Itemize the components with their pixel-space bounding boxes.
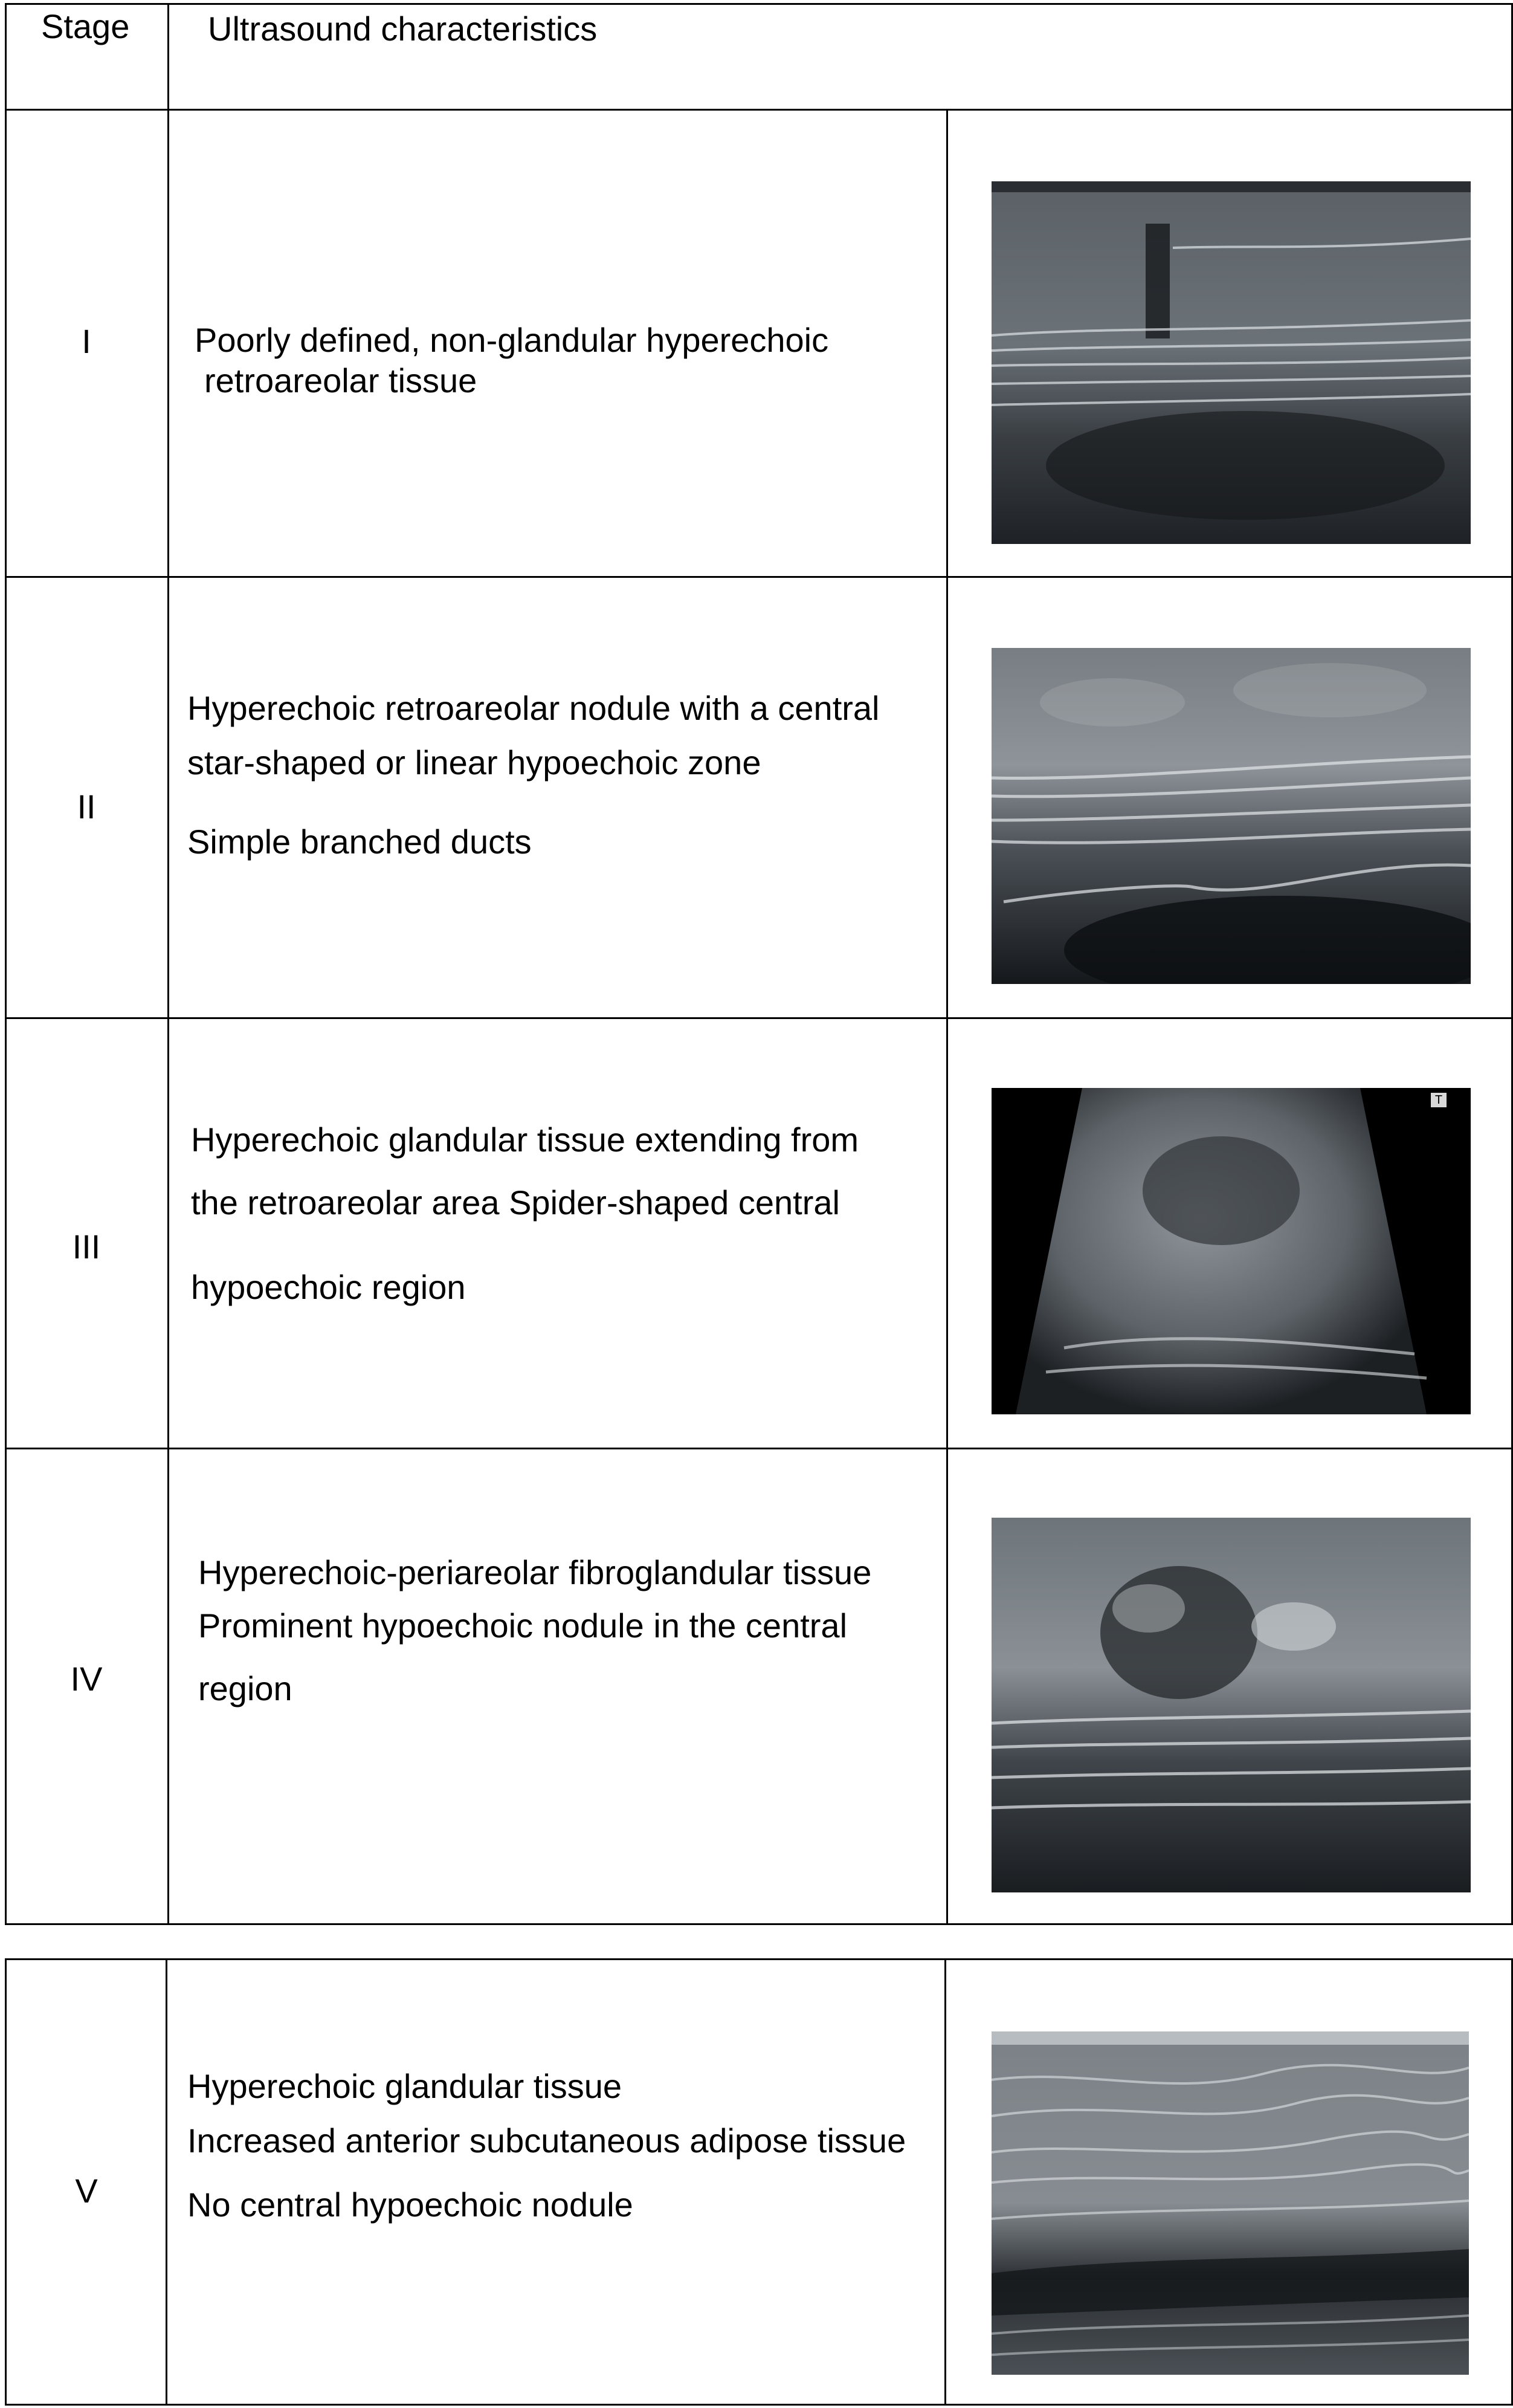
ultrasound-image-stage-1 [992, 181, 1471, 544]
ultrasound-image-stage-4 [992, 1518, 1471, 1892]
column-divider-image-v [944, 1958, 946, 2406]
stage-label-5: V [75, 2172, 98, 2210]
header-stage: Stage [41, 7, 130, 45]
row-1-line-1: Poorly defined, non-glandular hyperechoic [195, 321, 829, 359]
header-characteristics: Ultrasound characteristics [208, 10, 598, 48]
stage-label-3: III [72, 1228, 101, 1266]
ultrasound-image-stage-3 [992, 1088, 1471, 1414]
row-5-line-2: Increased anterior subcutaneous adipose tissue [187, 2122, 906, 2160]
stage-label-2: II [77, 788, 96, 826]
row-2-line-2: star-shaped or linear hypoechoic zone [187, 743, 761, 782]
row-divider-2 [5, 1017, 1513, 1019]
row-3-line-2: the retroareolar area Spider-shaped central [191, 1183, 840, 1222]
row-4-line-1: Hyperechoic-periareolar fibroglandular tissue [198, 1553, 872, 1591]
row-4-line-2: Prominent hypoechoic nodule in the central [198, 1607, 848, 1645]
row-divider-1 [5, 576, 1513, 578]
row-2-line-3: Simple branched ducts [187, 823, 532, 861]
row-3-line-1: Hyperechoic glandular tissue extending from [191, 1121, 859, 1159]
row-2-line-1: Hyperechoic retroareolar nodule with a central [187, 689, 880, 727]
ultrasound-image-stage-5 [992, 2031, 1469, 2375]
row-divider-3 [5, 1448, 1513, 1449]
stage-label-4: IV [70, 1660, 103, 1698]
column-divider-stage [167, 3, 169, 1925]
row-5-line-3: No central hypoechoic nodule [187, 2186, 633, 2224]
ultrasound-image-stage-2 [992, 648, 1471, 984]
stage-label-1: I [82, 322, 91, 360]
row-3-line-3: hypoechoic region [191, 1268, 466, 1306]
t-badge-icon: T [1431, 1093, 1447, 1107]
row-divider-header [5, 109, 1513, 111]
row-4-line-3: region [198, 1669, 292, 1707]
row-1-line-2: retroareolar tissue [204, 361, 477, 400]
row-5-line-1: Hyperechoic glandular tissue [187, 2067, 622, 2105]
